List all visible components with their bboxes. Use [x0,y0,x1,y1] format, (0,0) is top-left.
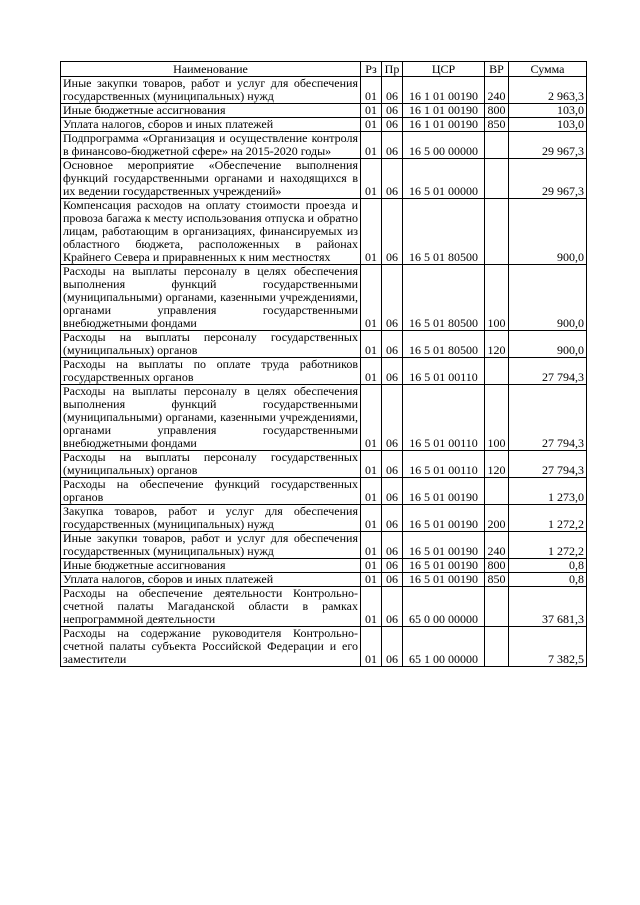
row-vr [485,199,509,265]
row-pr: 06 [382,199,403,265]
row-name: Закупка товаров, работ и услуг для обеспечения государственных (муниципальных) нужд [61,505,361,532]
row-name: Компенсация расходов на оплату стоимости проезда и провоза багажа к месту использования отпуска и обратно лицам, работающим в организациях, финансируемых из областного бюджета, расположенных в районах Крайнего Севера и приравненных к ним местностях [61,199,361,265]
row-vr: 100 [485,385,509,451]
row-pr: 06 [382,132,403,159]
row-rz: 01 [361,159,382,199]
table-row [61,627,587,667]
row-name: Иные закупки товаров, работ и услуг для обеспечения государственных (муниципальных) нужд [61,77,361,104]
row-sum: 2 963,3 [509,77,587,104]
row-csr: 16 5 01 00110 [403,451,485,478]
table-row [61,77,587,104]
row-vr: 850 [485,573,509,587]
row-pr: 06 [382,532,403,559]
row-vr: 240 [485,532,509,559]
row-sum: 1 272,2 [509,532,587,559]
table-row [61,573,587,587]
header-vr: ВР [485,62,509,77]
row-csr: 16 5 01 00000 [403,159,485,199]
row-sum: 103,0 [509,118,587,132]
row-sum: 7 382,5 [509,627,587,667]
row-csr: 65 0 00 00000 [403,587,485,627]
row-rz: 01 [361,199,382,265]
table-row [61,385,587,451]
row-csr: 16 5 01 80500 [403,331,485,358]
row-name: Иные бюджетные ассигнования [61,104,361,118]
row-rz: 01 [361,118,382,132]
row-vr [485,358,509,385]
row-name: Расходы на обеспечение функций государственных органов [61,478,361,505]
row-pr: 06 [382,505,403,532]
row-pr: 06 [382,559,403,573]
row-csr: 16 5 01 00190 [403,559,485,573]
row-sum: 0,8 [509,573,587,587]
row-pr: 06 [382,159,403,199]
row-name: Уплата налогов, сборов и иных платежей [61,118,361,132]
row-pr: 06 [382,104,403,118]
row-vr [485,478,509,505]
row-sum: 29 967,3 [509,159,587,199]
header-rz: Рз [361,62,382,77]
row-name: Расходы на выплаты персоналу в целях обеспечения выполнения функций государственными (муниципальными) органами, казенными учреждениями, органами управления государственными внебюджетными фондами [61,385,361,451]
row-csr: 16 5 01 00110 [403,358,485,385]
row-vr: 200 [485,505,509,532]
row-csr: 16 5 01 00190 [403,573,485,587]
row-rz: 01 [361,587,382,627]
table-row [61,159,587,199]
row-csr: 65 1 00 00000 [403,627,485,667]
row-name: Расходы на выплаты по оплате труда работников государственных органов [61,358,361,385]
row-sum: 900,0 [509,199,587,265]
row-rz: 01 [361,573,382,587]
row-rz: 01 [361,505,382,532]
row-pr: 06 [382,385,403,451]
table-row [61,118,587,132]
row-rz: 01 [361,132,382,159]
row-rz: 01 [361,532,382,559]
table-row [61,104,587,118]
row-name: Иные бюджетные ассигнования [61,559,361,573]
row-csr: 16 5 01 80500 [403,199,485,265]
row-pr: 06 [382,118,403,132]
row-name: Подпрограмма «Организация и осуществление контроля в финансово-бюджетной сфере» на 2015-2020 годы» [61,132,361,159]
row-rz: 01 [361,559,382,573]
row-sum: 27 794,3 [509,451,587,478]
row-name: Расходы на выплаты персоналу государственных (муниципальных) органов [61,451,361,478]
row-name: Расходы на выплаты персоналу в целях обеспечения выполнения функций государственными (муниципальными) органами, казенными учреждениями, органами управления государственными внебюджетными фондами [61,265,361,331]
row-name: Расходы на обеспечение деятельности Контрольно-счетной палаты Магаданской области в рамках непрограммной деятельности [61,587,361,627]
table-row [61,587,587,627]
row-sum: 29 967,3 [509,132,587,159]
row-sum: 1 272,2 [509,505,587,532]
row-pr: 06 [382,478,403,505]
row-rz: 01 [361,331,382,358]
row-csr: 16 1 01 00190 [403,77,485,104]
row-vr [485,587,509,627]
row-name: Иные закупки товаров, работ и услуг для обеспечения государственных (муниципальных) нужд [61,532,361,559]
row-vr: 800 [485,104,509,118]
row-vr [485,132,509,159]
row-csr: 16 5 00 00000 [403,132,485,159]
table-row [61,265,587,331]
row-rz: 01 [361,385,382,451]
row-rz: 01 [361,451,382,478]
row-vr: 120 [485,451,509,478]
row-csr: 16 1 01 00190 [403,118,485,132]
row-sum: 900,0 [509,265,587,331]
row-csr: 16 5 01 00190 [403,532,485,559]
row-pr: 06 [382,627,403,667]
table-row [61,451,587,478]
row-vr [485,159,509,199]
table-row [61,358,587,385]
row-sum: 27 794,3 [509,385,587,451]
table-row [61,559,587,573]
row-sum: 1 273,0 [509,478,587,505]
row-vr: 800 [485,559,509,573]
row-vr [485,627,509,667]
row-name: Расходы на содержание руководителя Контрольно-счетной палаты субъекта Российской Федерации и его заместители [61,627,361,667]
row-pr: 06 [382,77,403,104]
row-name: Основное мероприятие «Обеспечение выполнения функций государственными органами и находящихся в их ведении государственных учреждений» [61,159,361,199]
row-csr: 16 1 01 00190 [403,104,485,118]
row-pr: 06 [382,331,403,358]
header-name: Наименование [61,62,361,77]
row-vr: 100 [485,265,509,331]
row-rz: 01 [361,77,382,104]
table-row [61,132,587,159]
row-vr: 850 [485,118,509,132]
row-sum: 27 794,3 [509,358,587,385]
row-csr: 16 5 01 00190 [403,478,485,505]
table-row [61,478,587,505]
row-name: Уплата налогов, сборов и иных платежей [61,573,361,587]
budget-table [60,61,587,667]
row-rz: 01 [361,104,382,118]
header-csr: ЦСР [403,62,485,77]
table-row [61,532,587,559]
row-rz: 01 [361,265,382,331]
row-pr: 06 [382,358,403,385]
row-rz: 01 [361,358,382,385]
row-vr: 240 [485,77,509,104]
header-pr: Пр [382,62,403,77]
row-csr: 16 5 01 00190 [403,505,485,532]
row-pr: 06 [382,573,403,587]
row-rz: 01 [361,627,382,667]
table-header-row [61,62,587,77]
row-name: Расходы на выплаты персоналу государственных (муниципальных) органов [61,331,361,358]
row-sum: 900,0 [509,331,587,358]
table-row [61,505,587,532]
row-sum: 0,8 [509,559,587,573]
row-csr: 16 5 01 80500 [403,265,485,331]
table-row [61,331,587,358]
row-pr: 06 [382,451,403,478]
row-csr: 16 5 01 00110 [403,385,485,451]
row-sum: 103,0 [509,104,587,118]
row-pr: 06 [382,265,403,331]
header-sum: Сумма [509,62,587,77]
row-pr: 06 [382,587,403,627]
table-row [61,199,587,265]
row-rz: 01 [361,478,382,505]
row-vr: 120 [485,331,509,358]
row-sum: 37 681,3 [509,587,587,627]
